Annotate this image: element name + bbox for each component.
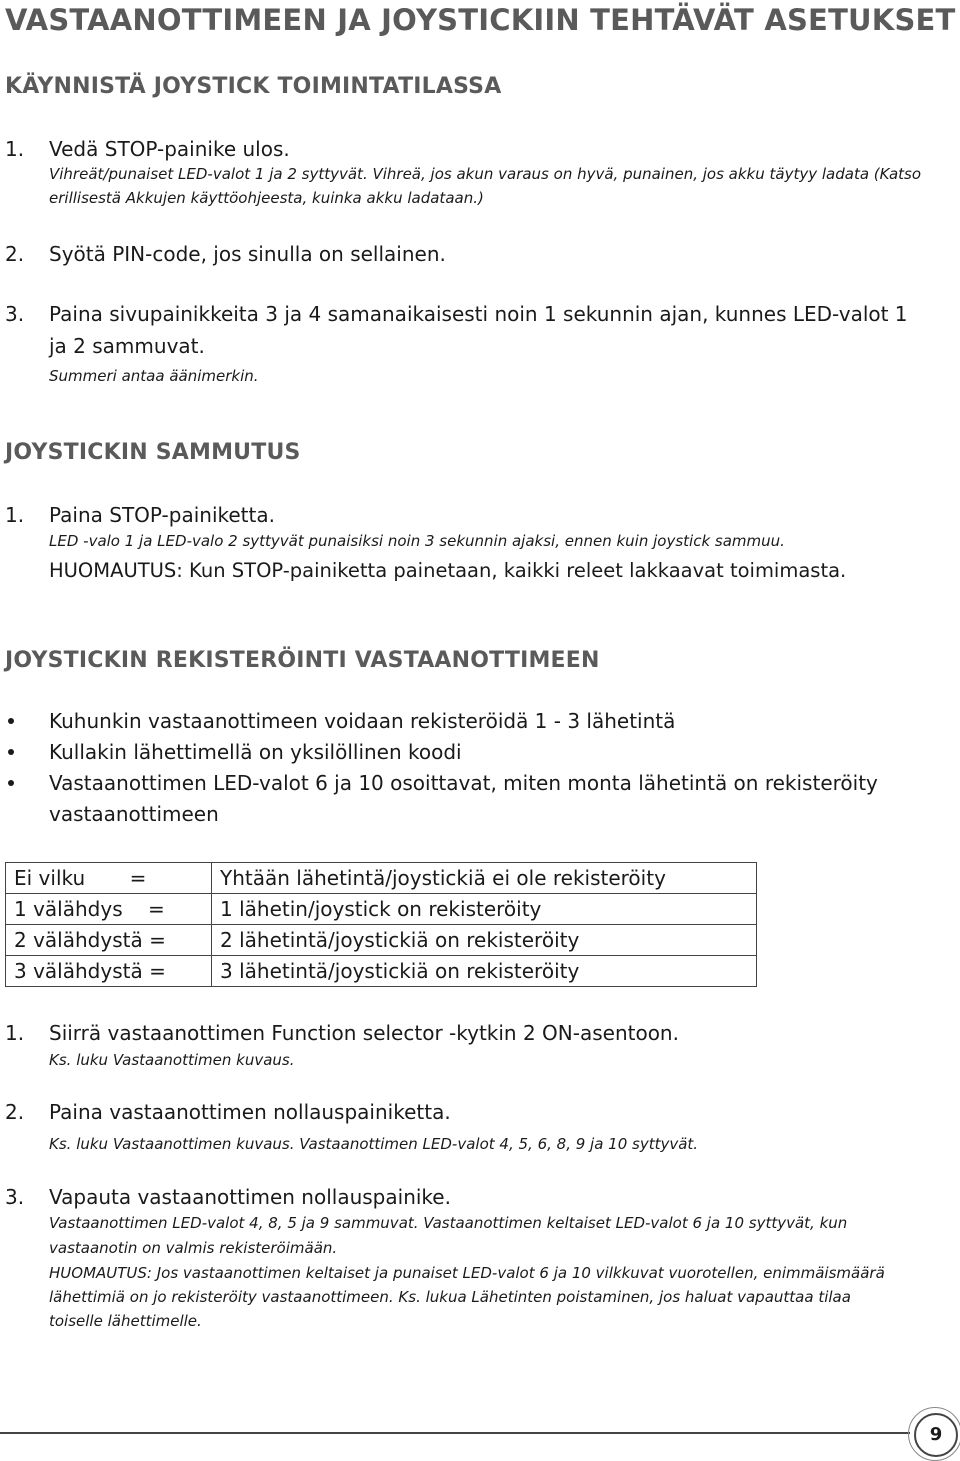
step-text: Paina vastaanottimen nollauspainiketta. — [49, 1100, 451, 1124]
table-row — [6, 925, 757, 956]
step-text: Paina STOP-painiketta. — [49, 503, 275, 527]
flash-cell: Ei vilku = — [6, 863, 212, 894]
step-note: erillisestä Akkujen käyttöohjeesta, kuinka akku ladataan.) — [49, 189, 484, 207]
step-text: Vapauta vastaanottimen nollauspainike. — [49, 1185, 451, 1209]
step-text: Paina sivupainikkeita 3 ja 4 samanaikaisesti noin 1 sekunnin ajan, kunnes LED-valot 1 — [49, 302, 908, 326]
page-title: VASTAANOTTIMEEN JA JOYSTICKIIN TEHTÄVÄT ASETUKSET — [5, 3, 956, 37]
meaning-cell: 1 lähetin/joystick on rekisteröity — [212, 894, 757, 925]
flash-cell: 3 välähdystä = — [6, 956, 212, 987]
table-row — [6, 956, 757, 987]
flash-cell: 2 välähdystä = — [6, 925, 212, 956]
step-number: 1. — [5, 503, 25, 527]
bullet-text-continued: vastaanottimeen — [49, 802, 219, 826]
section-heading-start: KÄYNNISTÄ JOYSTICK TOIMINTATILASSA — [5, 74, 502, 99]
step-note: toiselle lähettimelle. — [49, 1312, 202, 1330]
section-heading-registration: JOYSTICKIN REKISTERÖINTI VASTAANOTTIMEEN — [5, 648, 600, 673]
bullet-icon — [8, 749, 14, 755]
table-row — [6, 894, 757, 925]
step-number: 3. — [5, 1185, 25, 1209]
step-note: Vastaanottimen LED-valot 4, 8, 5 ja 9 sammuvat. Vastaanottimen keltaiset LED-valot 6 ja 10 syttyvät, kun — [49, 1214, 848, 1232]
bullet-text: Vastaanottimen LED-valot 6 ja 10 osoittavat, miten monta lähetintä on rekisteröity — [49, 771, 878, 795]
step-note: HUOMAUTUS: Jos vastaanottimen keltaiset ja punaiset LED-valot 6 ja 10 vilkkuvat vuorotellen, enimmäismäärä — [49, 1264, 885, 1282]
step-note: vastaanotin on valmis rekisteröimään. — [49, 1239, 338, 1257]
table-row — [6, 863, 757, 894]
page-number: 9 — [914, 1413, 958, 1457]
bullet-text: Kullakin lähettimellä on yksilöllinen koodi — [49, 740, 462, 764]
flash-cell: 1 välähdys = — [6, 894, 212, 925]
step-number: 2. — [5, 242, 25, 266]
flash-code-table — [5, 862, 757, 987]
step-number: 2. — [5, 1100, 25, 1124]
meaning-cell: Yhtään lähetintä/joystickiä ei ole rekisteröity — [212, 863, 757, 894]
bullet-icon — [8, 718, 14, 724]
warning-text: HUOMAUTUS: Kun STOP-painiketta painetaan, kaikki releet lakkaavat toimimasta. — [49, 559, 847, 582]
step-number: 3. — [5, 302, 25, 326]
step-number: 1. — [5, 1021, 25, 1045]
step-note: Ks. luku Vastaanottimen kuvaus. — [49, 1051, 295, 1069]
step-note: lähettimiä on jo rekisteröity vastaanottimeen. Ks. lukua Lähetinten poistaminen, jos haluat vapauttaa tilaa — [49, 1288, 851, 1306]
bullet-text: Kuhunkin vastaanottimeen voidaan rekisteröidä 1 - 3 lähetintä — [49, 709, 676, 733]
bullet-icon — [8, 780, 14, 786]
step-note: LED -valo 1 ja LED-valo 2 syttyvät punaisiksi noin 3 sekunnin ajaksi, ennen kuin joystick sammuu. — [49, 532, 785, 550]
meaning-cell: 3 lähetintä/joystickiä on rekisteröity — [212, 956, 757, 987]
section-heading-shutdown: JOYSTICKIN SAMMUTUS — [5, 440, 301, 465]
step-number: 1. — [5, 137, 25, 161]
meaning-cell: 2 lähetintä/joystickiä on rekisteröity — [212, 925, 757, 956]
step-note: Summeri antaa äänimerkin. — [49, 367, 259, 385]
step-text-continued: ja 2 sammuvat. — [49, 334, 205, 358]
step-text: Syötä PIN-code, jos sinulla on sellainen. — [49, 242, 446, 266]
step-text: Siirrä vastaanottimen Function selector -kytkin 2 ON-asentoon. — [49, 1021, 679, 1045]
step-text: Vedä STOP-painike ulos. — [49, 137, 290, 161]
step-note: Ks. luku Vastaanottimen kuvaus. Vastaanottimen LED-valot 4, 5, 6, 8, 9 ja 10 syttyvät. — [49, 1135, 699, 1153]
step-note: Vihreät/punaiset LED-valot 1 ja 2 syttyvät. Vihreä, jos akun varaus on hyvä, punainen, jos akku täytyy ladata (Katso — [49, 165, 922, 183]
